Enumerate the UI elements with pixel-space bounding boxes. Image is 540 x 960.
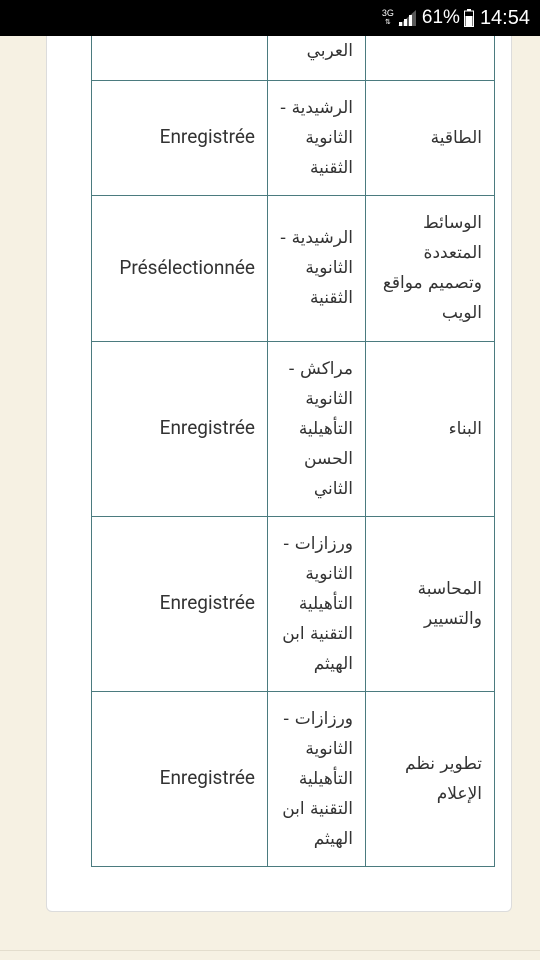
school-cell: الرشيدية - الثانوية الثقنية (268, 195, 366, 341)
clock: 14:54 (479, 6, 530, 29)
network-indicator (382, 9, 394, 27)
battery-percent: 61% (421, 7, 460, 28)
school-cell: الرشيدية - الثانوية الثقنية (268, 80, 366, 195)
registrations-table (91, 36, 495, 867)
status-cell: Enregistrée (92, 341, 268, 516)
school-cell: ورزازات - الثانوية التأهيلية التقنية ابن الهيثم (268, 516, 366, 691)
field-cell: تطوير نظم الإعلام (366, 691, 495, 866)
field-cell: الطاقية (366, 80, 495, 195)
table-row (92, 195, 495, 341)
field-cell: الوسائط المتعددة وتصميم مواقع الويب (366, 195, 495, 341)
status-cell: Présélectionnée (92, 195, 268, 341)
page-divider (0, 950, 540, 951)
network-type: 3G (381, 8, 394, 18)
field-cell: المحاسبة والتسيير (366, 516, 495, 691)
school-cell: العربي (268, 36, 366, 80)
status-cell: Enregistrée (92, 80, 268, 195)
data-arrows-icon: ⇅ (384, 19, 391, 26)
school-cell: ورزازات - الثانوية التأهيلية التقنية ابن الهيثم (268, 691, 366, 866)
table-row (92, 341, 495, 516)
field-cell (366, 36, 495, 80)
status-cell: Enregistrée (92, 691, 268, 866)
school-cell: مراكش - الثانوية التأهيلية الحسن الثاني (268, 341, 366, 516)
status-bar (0, 0, 540, 36)
field-cell: البناء (366, 341, 495, 516)
table-row (92, 36, 495, 80)
status-cell: Enregistrée (92, 516, 268, 691)
status-cell (92, 36, 268, 80)
battery-icon (464, 9, 474, 27)
table-row (92, 516, 495, 691)
signal-icon (398, 10, 416, 26)
table-row (92, 80, 495, 195)
table-row (92, 691, 495, 866)
